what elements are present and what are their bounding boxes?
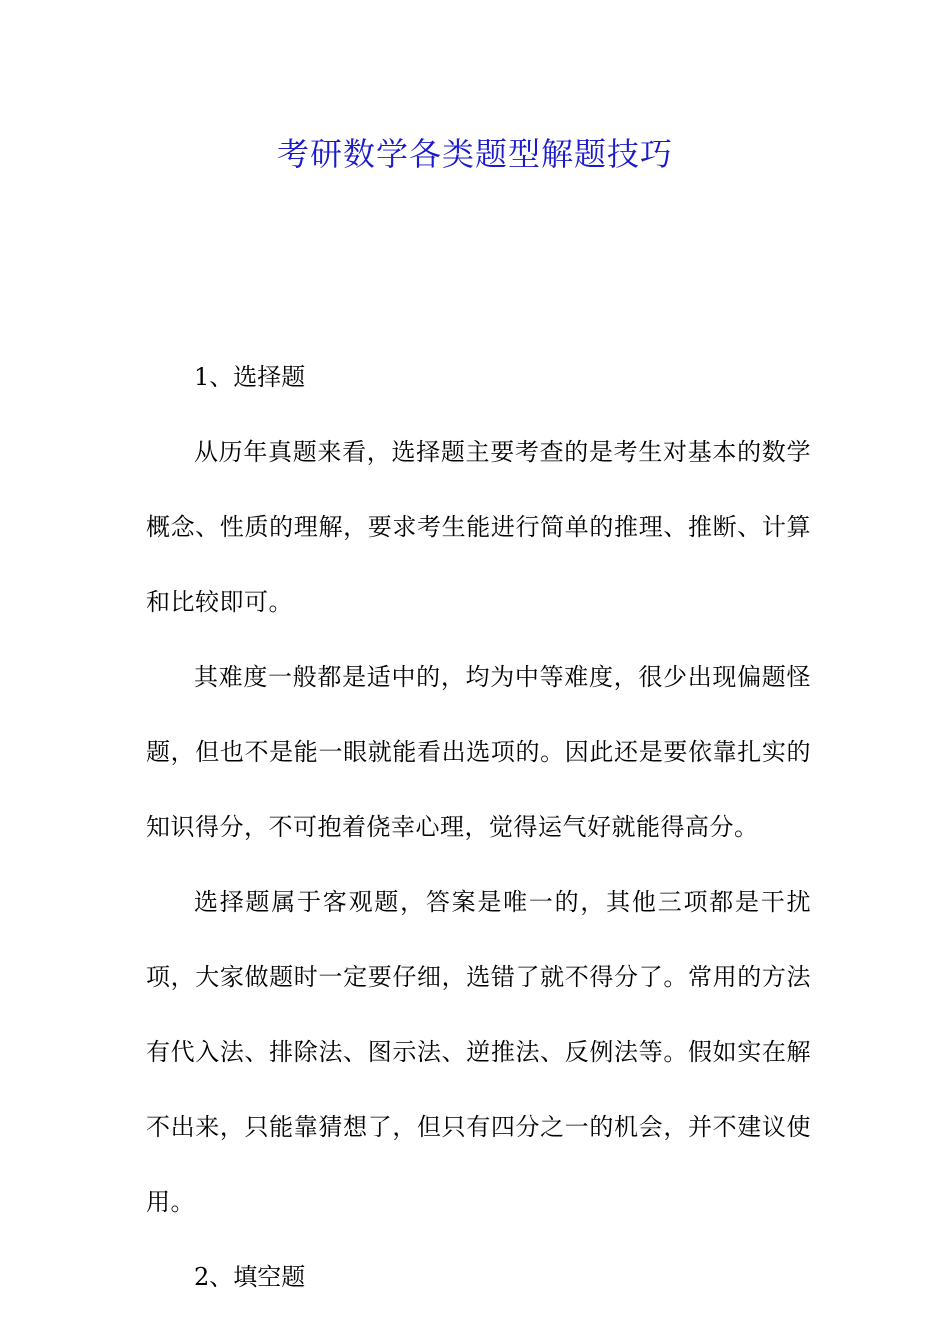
section-heading-choice: 1、选择题 — [194, 363, 306, 391]
section-heading-fill-blank: 2、填空题 — [194, 1263, 306, 1291]
paragraph: 从历年真题来看，选择题主要考查的是考生对基本的数学概念、性质的理解，要求考生能进行简单的推理、推断、计算和比较即可。 — [146, 438, 811, 616]
document-body — [146, 340, 811, 1315]
paragraph: 选择题属于客观题，答案是唯一的，其他三项都是干扰项，大家做题时一定要仔细，选错了就不得分了。常用的方法有代入法、排除法、图示法、逆推法、反例法等。假如实在解不出来，只能靠猜想了，但只有四分之一的机会，并不建议使用。 — [146, 888, 811, 1216]
document-title: 考研数学各类题型解题技巧 — [276, 135, 673, 173]
paragraph: 其难度一般都是适中的，均为中等难度，很少出现偏题怪题，但也不是能一眼就能看出选项的。因此还是要依靠扎实的知识得分，不可抱着侥幸心理，觉得运气好就能得高分。 — [146, 663, 811, 841]
